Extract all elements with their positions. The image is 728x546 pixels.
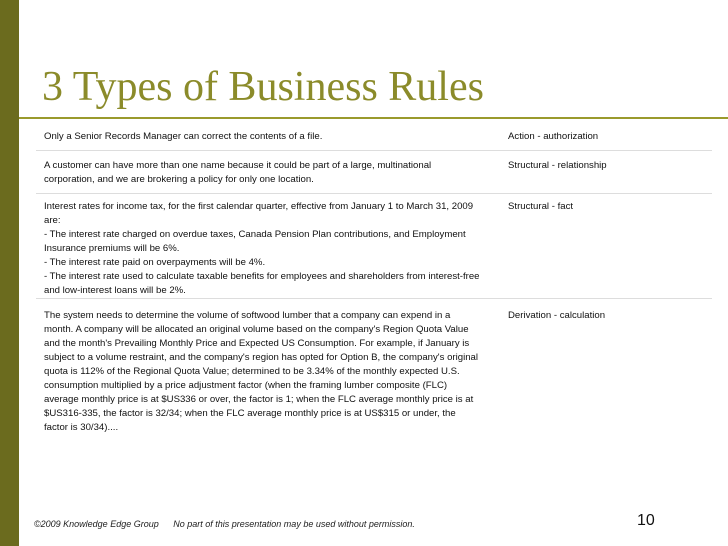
rule-description-line: average monthly price is at $US336 or over, the factor is 1; when the FLC average monthly price is at xyxy=(44,394,474,405)
rule-type: Structural - relationship xyxy=(508,160,607,171)
rule-description-line: factor is 30/34).... xyxy=(44,422,119,433)
rule-type: Action - authorization xyxy=(508,131,599,142)
slide-title: 3 Types of Business Rules xyxy=(42,64,484,110)
footer xyxy=(34,519,415,529)
footer-copyright: ©2009 Knowledge Edge Group xyxy=(34,519,159,529)
rule-description-line: are: xyxy=(44,215,61,226)
left-accent-bar xyxy=(0,0,19,546)
rule-description-line: and the month's Prevailing Monthly Price and Expected US Consumption. For example, if January is xyxy=(44,338,470,349)
rule-description-line: - The interest rate paid on overpayments will be 4%. xyxy=(44,257,266,268)
rule-description-line: Only a Senior Records Manager can correct the contents of a file. xyxy=(44,131,323,142)
page-number: 10 xyxy=(637,512,655,529)
rule-description xyxy=(44,309,499,435)
footer-notice: No part of this presentation may be used without permission. xyxy=(173,519,415,529)
rule-description-line: subject to a volume restraint, and the company's region has opted for Option B, the company's original xyxy=(44,352,479,363)
rule-description-line: Insurance premiums will be 6%. xyxy=(44,243,180,254)
rule-description-line: Interest rates for income tax, for the first calendar quarter, effective from January 1 to March 31, 2009 xyxy=(44,201,474,212)
rule-row-2 xyxy=(36,159,712,194)
rule-description xyxy=(44,200,499,298)
rule-description-line: A customer can have more than one name because it could be part of a large, multinational xyxy=(44,160,432,171)
rule-description-line: consumption multiplied by a price adjustment factor (when the framing lumber composite (FLC) xyxy=(44,380,448,391)
rule-description xyxy=(44,159,499,187)
rule-description-line: $US316-335, the factor is 32/34; when the FLC average monthly price is at US$315 or under, the xyxy=(44,408,456,419)
rule-description-line: The system needs to determine the volume of softwood lumber that a company can expend in a xyxy=(44,310,451,321)
title-divider xyxy=(19,117,728,119)
rule-description-line: corporation, and we are brokering a policy for only one location. xyxy=(44,174,314,185)
rule-row-4 xyxy=(36,309,712,437)
rule-description xyxy=(44,130,499,144)
rule-description-line: - The interest rate used to calculate taxable benefits for employees and shareholders from interest-free xyxy=(44,271,480,282)
rule-description-line: month. A company will be allocated an original volume based on the company's Region Quota Value xyxy=(44,324,469,335)
rule-type: Derivation - calculation xyxy=(508,310,606,321)
rule-row-1 xyxy=(36,130,712,151)
rule-row-3 xyxy=(36,200,712,299)
rule-description-line: quota is 112% of the Regional Quota Value; determined to be 3.34% of the monthly expected U.S. xyxy=(44,366,460,377)
rule-description-line: - The interest rate charged on overdue taxes, Canada Pension Plan contributions, and Employment xyxy=(44,229,466,240)
rule-type: Structural - fact xyxy=(508,201,574,212)
rule-description-line: and low-interest loans will be 2%. xyxy=(44,285,186,296)
